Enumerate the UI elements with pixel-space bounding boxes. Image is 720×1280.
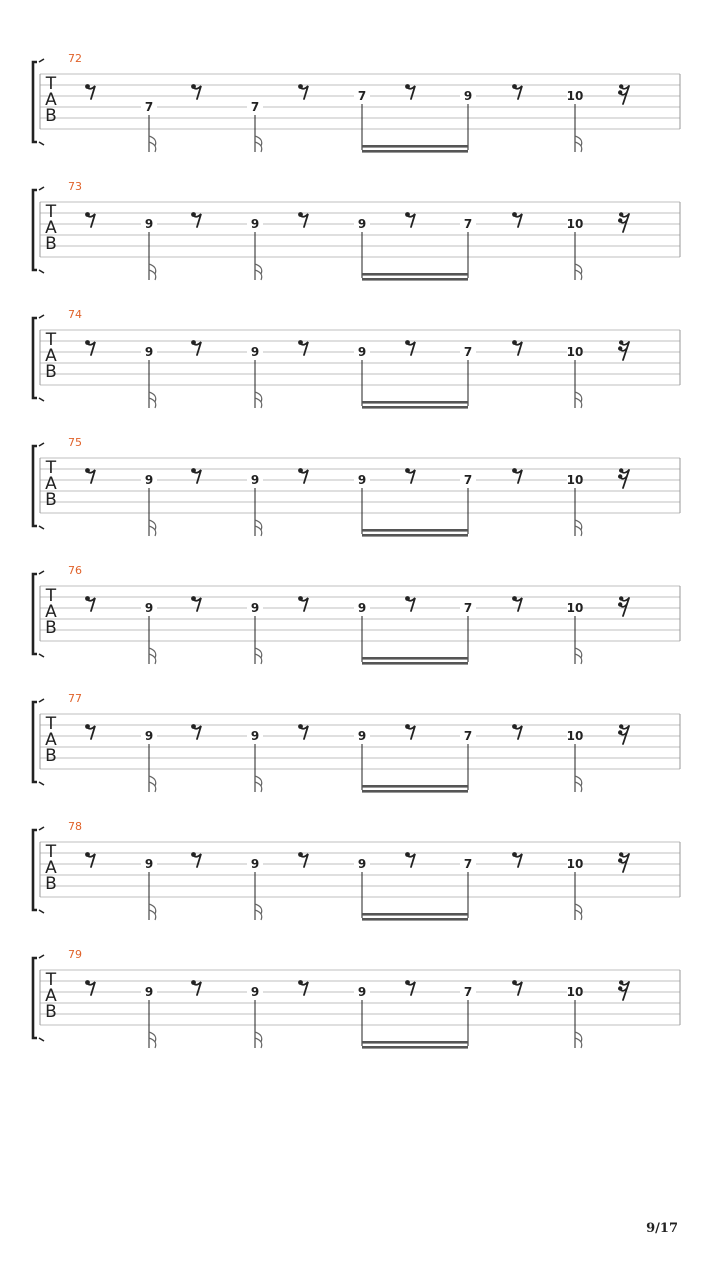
fret-number: 10 [566, 473, 584, 487]
eighth-rest-dot [512, 724, 517, 729]
beam [362, 145, 468, 148]
sixteenth-flag [255, 904, 262, 914]
sixteenth-flag [575, 270, 582, 280]
tab-clef-letter: T [45, 202, 57, 222]
fret-number: 10 [566, 217, 584, 231]
eighth-rest-dot [191, 596, 196, 601]
eighth-rest-dot [512, 852, 517, 857]
eighth-rest-dot [512, 340, 517, 345]
tab-system [33, 180, 680, 281]
tab-clef-letter: T [45, 842, 57, 862]
sixteenth-flag [149, 398, 156, 408]
tab-clef-letter: A [45, 474, 57, 494]
tab-clef-letter: B [45, 362, 57, 382]
sixteenth-flag [149, 270, 156, 280]
sixteenth-flag [149, 904, 156, 914]
fret-number: 7 [357, 89, 367, 103]
measure-number: 77 [68, 692, 82, 705]
sixteenth-flag [149, 142, 156, 152]
bracket-hook [39, 699, 44, 702]
fret-number: 9 [357, 217, 367, 231]
sixteenth-flag [149, 392, 156, 402]
eighth-rest-dot [512, 212, 517, 217]
tab-clef-letter: B [45, 106, 57, 126]
measure-number: 73 [68, 180, 82, 193]
eighth-rest-dot [405, 212, 410, 217]
sixteenth-flag [149, 1032, 156, 1042]
fret-number: 10 [566, 729, 584, 743]
fret-number: 9 [463, 89, 473, 103]
beam [362, 529, 468, 532]
eighth-rest-dot [298, 852, 303, 857]
eighth-rest-dot [298, 980, 303, 985]
eighth-rest-dot [298, 340, 303, 345]
sixteenth-flag [255, 392, 262, 402]
beam [362, 273, 468, 276]
bracket-hook [39, 910, 44, 913]
eighth-rest-dot [405, 596, 410, 601]
fret-number: 9 [357, 601, 367, 615]
fret-number: 9 [250, 729, 260, 743]
sixteenth-rest-dot [619, 852, 623, 856]
eighth-rest-dot [512, 468, 517, 473]
sixteenth-rest-dot [618, 730, 622, 734]
sixteenth-flag [575, 776, 582, 786]
eighth-rest-dot [512, 84, 517, 89]
measure-number: 79 [68, 948, 82, 961]
eighth-rest-dot [191, 340, 196, 345]
eighth-rest-dot [298, 596, 303, 601]
measure-number: 78 [68, 820, 82, 833]
bracket-hook [39, 571, 44, 574]
sixteenth-rest-dot [619, 340, 623, 344]
eighth-rest-dot [191, 724, 196, 729]
eighth-rest-dot [85, 340, 90, 345]
system-bracket [33, 830, 37, 910]
beam [362, 150, 468, 153]
fret-number: 7 [463, 345, 473, 359]
sixteenth-rest-dot [618, 986, 622, 990]
eighth-rest-dot [85, 596, 90, 601]
sixteenth-flag [149, 648, 156, 658]
tab-system [33, 948, 680, 1049]
sixteenth-flag [255, 398, 262, 408]
sixteenth-rest-dot [619, 980, 623, 984]
sixteenth-flag [575, 526, 582, 536]
beam [362, 401, 468, 404]
system-bracket [33, 190, 37, 270]
sixteenth-flag [255, 782, 262, 792]
bracket-hook [39, 782, 44, 785]
eighth-rest-dot [85, 852, 90, 857]
eighth-rest-dot [191, 84, 196, 89]
eighth-rest-dot [405, 852, 410, 857]
system-bracket [33, 318, 37, 398]
eighth-rest-dot [298, 84, 303, 89]
fret-number: 10 [566, 857, 584, 871]
sixteenth-flag [575, 1032, 582, 1042]
bracket-hook [39, 955, 44, 958]
eighth-rest-dot [85, 724, 90, 729]
eighth-rest-dot [405, 84, 410, 89]
system-bracket [33, 702, 37, 782]
sixteenth-flag [575, 782, 582, 792]
sixteenth-flag [575, 910, 582, 920]
tab-system [33, 564, 680, 665]
sixteenth-flag [149, 782, 156, 792]
eighth-rest-dot [85, 84, 90, 89]
sixteenth-rest-dot [618, 346, 622, 350]
measure-number: 75 [68, 436, 82, 449]
fret-number: 9 [357, 345, 367, 359]
tab-clef-letter: A [45, 986, 57, 1006]
beam [362, 657, 468, 660]
sixteenth-flag [575, 648, 582, 658]
fret-number: 7 [144, 100, 154, 114]
tab-clef-letter: A [45, 602, 57, 622]
beam [362, 785, 468, 788]
beam [362, 278, 468, 281]
system-bracket [33, 574, 37, 654]
beam [362, 662, 468, 665]
beam [362, 406, 468, 409]
tab-clef-letter: A [45, 218, 57, 238]
sixteenth-rest-dot [619, 84, 623, 88]
measure-number: 72 [68, 52, 82, 65]
eighth-rest-dot [405, 468, 410, 473]
sixteenth-flag [255, 142, 262, 152]
fret-number: 9 [144, 217, 154, 231]
sixteenth-flag [149, 654, 156, 664]
sixteenth-flag [255, 270, 262, 280]
measure-number: 76 [68, 564, 82, 577]
eighth-rest-dot [405, 980, 410, 985]
sixteenth-rest-dot [619, 468, 623, 472]
system-bracket [33, 446, 37, 526]
fret-number: 9 [144, 473, 154, 487]
sixteenth-rest-dot [618, 218, 622, 222]
eighth-rest-dot [191, 468, 196, 473]
system-bracket [33, 62, 37, 142]
tab-system [33, 308, 680, 409]
fret-number: 9 [144, 985, 154, 999]
sixteenth-flag [255, 1032, 262, 1042]
sixteenth-flag [255, 1038, 262, 1048]
fret-number: 7 [463, 729, 473, 743]
fret-number: 9 [144, 601, 154, 615]
tab-clef-letter: T [45, 714, 57, 734]
fret-number: 9 [357, 473, 367, 487]
sixteenth-rest-dot [619, 596, 623, 600]
sixteenth-flag [255, 264, 262, 274]
eighth-rest-dot [191, 212, 196, 217]
system-bracket [33, 958, 37, 1038]
tab-clef-letter: T [45, 74, 57, 94]
sixteenth-flag [575, 398, 582, 408]
bracket-hook [39, 1038, 44, 1041]
sixteenth-flag [575, 264, 582, 274]
tab-clef-letter: A [45, 346, 57, 366]
bracket-hook [39, 526, 44, 529]
eighth-rest-dot [85, 980, 90, 985]
fret-number: 9 [250, 601, 260, 615]
eighth-rest-dot [512, 980, 517, 985]
sixteenth-rest-dot [618, 474, 622, 478]
sixteenth-flag [255, 648, 262, 658]
sixteenth-flag [575, 136, 582, 146]
fret-number: 9 [144, 729, 154, 743]
beam [362, 534, 468, 537]
beam [362, 918, 468, 921]
sixteenth-rest-dot [619, 212, 623, 216]
beam [362, 1046, 468, 1049]
fret-number: 7 [463, 473, 473, 487]
eighth-rest-dot [298, 724, 303, 729]
fret-number: 7 [250, 100, 260, 114]
bracket-hook [39, 142, 44, 145]
sixteenth-flag [575, 654, 582, 664]
beam [362, 790, 468, 793]
fret-number: 10 [566, 601, 584, 615]
beam [362, 913, 468, 916]
fret-number: 9 [144, 857, 154, 871]
tab-clef-letter: B [45, 874, 57, 894]
sixteenth-rest-dot [618, 602, 622, 606]
sixteenth-flag [255, 910, 262, 920]
fret-number: 7 [463, 857, 473, 871]
tab-system [33, 436, 680, 537]
sixteenth-flag [575, 904, 582, 914]
fret-number: 10 [566, 345, 584, 359]
bracket-hook [39, 59, 44, 62]
bracket-hook [39, 315, 44, 318]
fret-number: 9 [357, 729, 367, 743]
fret-number: 9 [250, 473, 260, 487]
eighth-rest-dot [191, 852, 196, 857]
sixteenth-rest-dot [618, 90, 622, 94]
tab-clef-letter: B [45, 234, 57, 254]
bracket-hook [39, 398, 44, 401]
sixteenth-flag [255, 526, 262, 536]
tab-system [33, 52, 680, 153]
sixteenth-flag [575, 520, 582, 530]
bracket-hook [39, 443, 44, 446]
bracket-hook [39, 187, 44, 190]
bracket-hook [39, 270, 44, 273]
tab-clef-letter: B [45, 746, 57, 766]
sixteenth-flag [149, 520, 156, 530]
sixteenth-flag [255, 654, 262, 664]
sixteenth-flag [255, 136, 262, 146]
page-number: 9/17 [646, 1221, 678, 1236]
tab-clef-letter: A [45, 858, 57, 878]
tab-clef-letter: B [45, 618, 57, 638]
fret-number: 9 [250, 345, 260, 359]
sixteenth-rest-dot [619, 724, 623, 728]
eighth-rest-dot [85, 468, 90, 473]
fret-number: 7 [463, 985, 473, 999]
measure-number: 74 [68, 308, 82, 321]
sixteenth-flag [255, 520, 262, 530]
tab-clef-letter: A [45, 90, 57, 110]
fret-number: 10 [566, 89, 584, 103]
sixteenth-flag [149, 136, 156, 146]
fret-number: 10 [566, 985, 584, 999]
tab-system [33, 820, 680, 921]
tab-system [33, 692, 680, 793]
eighth-rest-dot [191, 980, 196, 985]
eighth-rest-dot [85, 212, 90, 217]
eighth-rest-dot [512, 596, 517, 601]
eighth-rest-dot [298, 468, 303, 473]
fret-number: 9 [250, 985, 260, 999]
sixteenth-flag [149, 910, 156, 920]
sixteenth-flag [255, 776, 262, 786]
eighth-rest-dot [405, 340, 410, 345]
sixteenth-flag [149, 264, 156, 274]
sixteenth-flag [575, 392, 582, 402]
tab-clef-letter: A [45, 730, 57, 750]
tab-clef-letter: B [45, 490, 57, 510]
sixteenth-flag [149, 776, 156, 786]
sixteenth-flag [575, 142, 582, 152]
tab-clef-letter: T [45, 586, 57, 606]
eighth-rest-dot [405, 724, 410, 729]
fret-number: 7 [463, 217, 473, 231]
fret-number: 9 [144, 345, 154, 359]
fret-number: 9 [250, 857, 260, 871]
tab-clef-letter: T [45, 458, 57, 478]
eighth-rest-dot [298, 212, 303, 217]
sixteenth-flag [149, 526, 156, 536]
fret-number: 7 [463, 601, 473, 615]
fret-number: 9 [250, 217, 260, 231]
sixteenth-rest-dot [618, 858, 622, 862]
beam [362, 1041, 468, 1044]
bracket-hook [39, 654, 44, 657]
sixteenth-flag [575, 1038, 582, 1048]
sixteenth-flag [149, 1038, 156, 1048]
fret-number: 9 [357, 985, 367, 999]
tab-clef-letter: T [45, 970, 57, 990]
bracket-hook [39, 827, 44, 830]
tab-clef-letter: T [45, 330, 57, 350]
tab-clef-letter: B [45, 1002, 57, 1022]
fret-number: 9 [357, 857, 367, 871]
